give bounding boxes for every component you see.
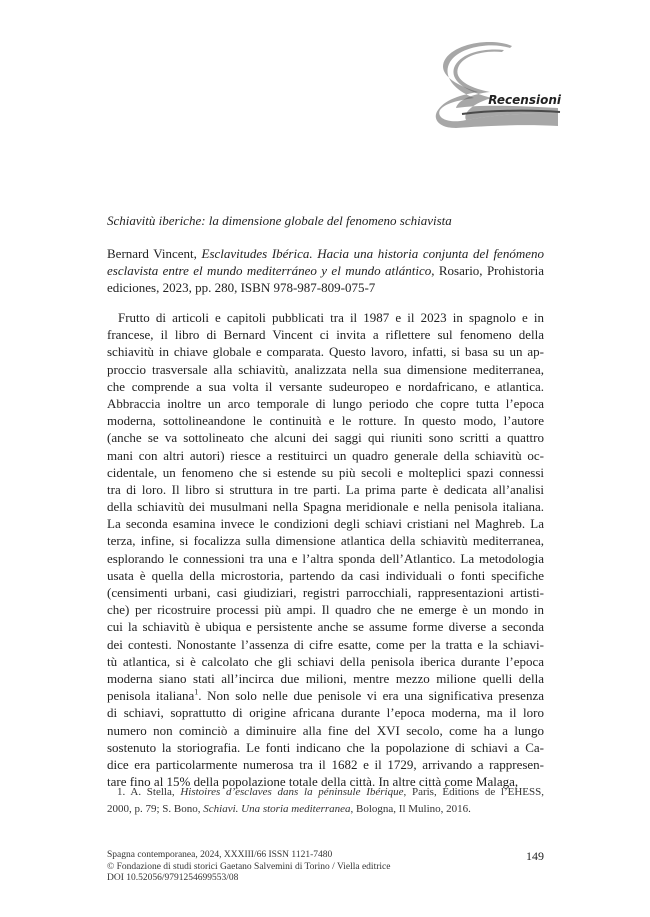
body-line: (anche se va sottolineato che alcuni dei saggi qui riuniti sono scritti a quattro	[107, 430, 544, 446]
body-line: (censimenti urbani, casi giudiziari, registri parrocchiali, rappresentazioni artisti-	[107, 585, 544, 600]
body-line: esplorando le connessioni tra una e l’altra sponda dell’Atlantico. La metodologia	[107, 550, 544, 566]
footnotes	[107, 785, 544, 819]
body-line: tù atlantica, si è calcolato che gli schiavi della penisola iberica durante l’epoca	[107, 653, 544, 669]
body-line: che comprende a sua volta il versante sudeuropeo e nordafricano, e atlantica.	[107, 378, 544, 394]
body-line: moderna, sottolineandone le continuità e le rotture. In questo modo, l’autore	[107, 413, 544, 429]
doi: DOI 10.52056/9791254699553/08	[107, 873, 239, 883]
page-footer	[107, 850, 544, 885]
body-line: Frutto di articoli e capitoli pubblicati tra il 1987 e il 2023 in spagnolo e in	[118, 310, 544, 325]
body-line: mani con altri autori) riesce a restituirci un quadro generale della schiavitù oc-	[107, 447, 544, 463]
body-line: sostenuto la storiografia. Le fonti indicano che la popolazione di schiavi a Ca-	[107, 739, 544, 755]
body-line: La seconda esamina invece le condizioni degli schiavi cristiani nel Maghreb. La	[107, 516, 544, 532]
body-line: che) per ricostruire processi più ampi. Il quadro che ne emerge è un mondo in	[107, 602, 544, 618]
body-line: terza, infine, si focalizza sulla dimensione atlantica della schiavitù mediterranea,	[107, 533, 544, 549]
body-line: schiavitù in chiave globale e comparata. Questo lavoro, infatti, si basa su un ap-	[107, 344, 544, 360]
body-line: proccio trasversale alla schiavitù, analizzata nella sua dimensione mediterranea,	[107, 361, 544, 377]
body-line: moderna siano stati all’incirca due milioni, mentre mezzo milione quelli della	[107, 670, 544, 686]
section-label: Recensioni	[488, 93, 561, 107]
bib-line-3: ediciones, 2023, pp. 280, ISBN 978-987-809-075-7	[107, 280, 376, 296]
review-body	[107, 309, 544, 790]
body-line: usata è quella della microstoria, partendo da casi individuali o fonti specifiche	[107, 567, 544, 583]
bibliographic-reference	[107, 245, 544, 297]
body-line: penisola italiana$^1$. Non solo nelle due penisole vi era una significativa presenza	[107, 687, 544, 704]
body-line: francese, il libro di Bernard Vincent ci invita a riflettere sul fenomeno della	[107, 327, 544, 343]
body-line: tare fino al 15% della popolazione totale della città. In altre città come Malaga,	[107, 774, 519, 790]
body-line: cidentale, un fenomeno che si estende su più secoli e molteplici spazi connessi	[107, 464, 544, 480]
body-line: tra di loro. Il libro si struttura in tre parti. La prima parte è dedicata all’analisi	[107, 481, 544, 497]
body-line: cui la schiavitù è ubiqua e persistente anche se assume forme diverse a seconda	[107, 619, 544, 635]
journal-info: Spagna contemporanea, 2024, XXXIII/66 ISSN 1121-7480	[107, 850, 333, 860]
section-brush-logo	[432, 40, 562, 130]
page-number: 149	[526, 849, 544, 863]
body-line: di schiavi, soprattutto di origine africana durante l’epoca moderna, ma il loro	[107, 705, 544, 721]
body-line: dei contesti. Nonostante l’assenza di cifre esatte, come per la tratta e la schiavi-	[107, 636, 544, 652]
body-line: numero non cominciò a diminuire alla fine del XVI secolo, come ha a lungo	[107, 722, 544, 738]
body-line: della schiavitù dei musulmani nella Spagna meridionale e nella penisola italiana.	[107, 499, 544, 515]
footnote-line-2: 2000, p. 79; S. Bono, Schiavi. Una storia mediterranea, Bologna, Il Mulino, 2016.	[107, 803, 471, 816]
review-title: Schiavitù iberiche: la dimensione globale del fenomeno schiavista	[107, 213, 452, 228]
footnote-line-1: 1. A. Stella, Histoires d’esclaves dans la péninsule Ibérique, Paris, Éditions de l’EHESS,	[117, 786, 545, 798]
copyright-notice: © Fondazione di studi storici Gaetano Salvemini di Torino / Viella editrice	[107, 861, 391, 872]
body-line: dice era particolarmente numerosa tra il 1682 e il 1729, arrivando a rappresen-	[107, 756, 544, 772]
bib-line-2: esclavista entre el mundo mediterráneo y el mundo atlántico, Rosario, Prohistoria	[107, 263, 544, 279]
footnote-ref: 1	[194, 687, 199, 697]
body-line: Abbraccia inoltre un arco temporale di lungo periodo che copre tutta l’epoca	[107, 395, 544, 411]
bib-line-1: Bernard Vincent, Esclavitudes Ibérica. Hacia una historia conjunta del fenómeno	[107, 246, 544, 261]
